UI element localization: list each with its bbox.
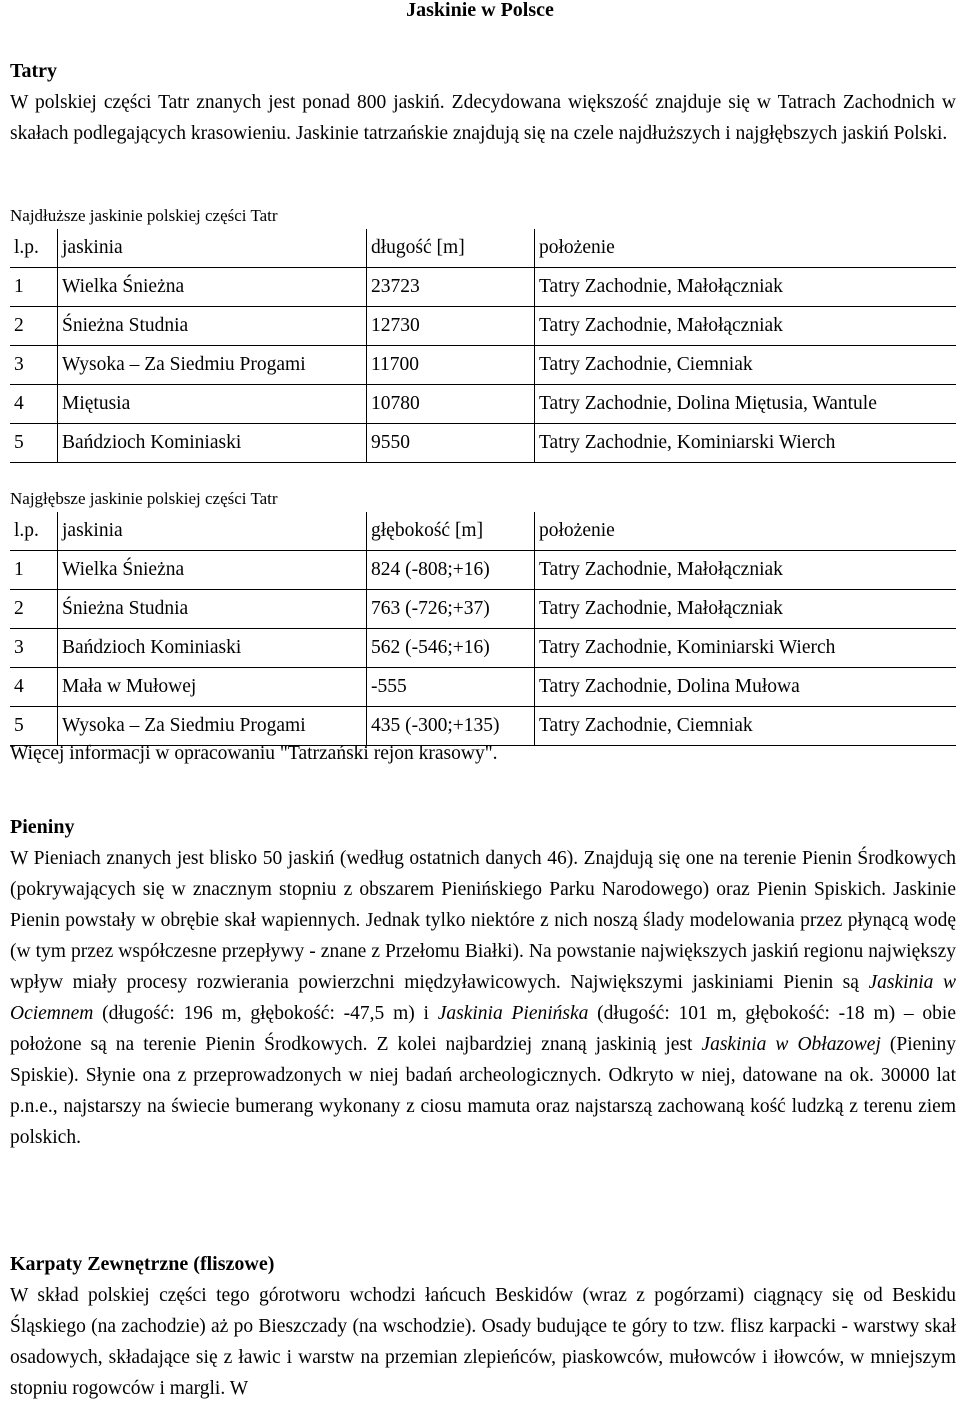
cave-name-pieninska: Jaskinia Pienińska	[437, 1003, 589, 1024]
cell-lp: 1	[10, 268, 58, 307]
table-row	[10, 668, 956, 707]
karpaty-paragraph: W skład polskiej części tego górotworu wchodzi łańcuch Beskidów (wraz z pogórzami) ciągnący się od Beskidu Śląskiego (na zachodzie) aż po Bieszczady (na wschodzie). Osady budujące te góry to tzw. flisz karpacki - warstwy skał osadowych, składające się z ławic i warstw na przemian zlepieńców, piaskowców, mułowców i iłowców, w mniejszym stopniu rogowców i margli. W	[10, 1285, 956, 1399]
cell-length: 9550	[367, 424, 535, 463]
cell-length: 12730	[367, 307, 535, 346]
cell-lp: 3	[10, 629, 58, 668]
longest-caves-caption: Najdłuższe jaskinie polskiej części Tatr	[10, 206, 278, 225]
heading-pieniny: Pieniny	[10, 816, 75, 838]
pieniny-text-2: (długość: 196 m, głębokość: -47,5 m) i	[93, 1003, 438, 1024]
pieniny-paragraph	[10, 843, 956, 1153]
cell-lp: 3	[10, 346, 58, 385]
cell-length: 11700	[367, 346, 535, 385]
section-tatry	[10, 56, 956, 149]
cell-cave: Bańdzioch Kominiaski	[58, 629, 367, 668]
table-header-row	[10, 229, 956, 268]
longest-caves-block	[10, 203, 956, 463]
longest-caves-table	[10, 229, 956, 463]
more-info-note: Więcej informacji w opracowaniu "Tatrzański rejon krasowy".	[10, 743, 498, 764]
cell-location: Tatry Zachodnie, Ciemniak	[535, 346, 957, 385]
cell-lp: 2	[10, 307, 58, 346]
deepest-caves-block	[10, 486, 956, 769]
cell-lp: 1	[10, 551, 58, 590]
cell-location: Tatry Zachodnie, Małołączniak	[535, 268, 957, 307]
cell-cave: Bańdzioch Kominiaski	[58, 424, 367, 463]
cell-depth: 824 (-808;+16)	[367, 551, 535, 590]
table-row	[10, 424, 956, 463]
table-row	[10, 268, 956, 307]
cell-location: Tatry Zachodnie, Kominiarski Wierch	[535, 629, 957, 668]
table-row	[10, 590, 956, 629]
header-cell: położenie	[535, 512, 957, 551]
cell-location: Tatry Zachodnie, Dolina Miętusia, Wantule	[535, 385, 957, 424]
cell-location: Tatry Zachodnie, Małołączniak	[535, 590, 957, 629]
table-row	[10, 629, 956, 668]
table-row	[10, 551, 956, 590]
section-karpaty	[10, 1249, 956, 1404]
cell-depth: 763 (-726;+37)	[367, 590, 535, 629]
cell-cave: Wysoka – Za Siedmiu Progami	[58, 346, 367, 385]
cell-cave: Wysoka – Za Siedmiu Progami	[58, 707, 367, 746]
header-cell: położenie	[535, 229, 957, 268]
header-cell: jaskinia	[58, 512, 367, 551]
cell-lp: 5	[10, 424, 58, 463]
cell-depth: -555	[367, 668, 535, 707]
table-row	[10, 385, 956, 424]
cell-depth: 435 (-300;+135)	[367, 707, 535, 746]
cave-name-oblazowa: Jaskinia w Obłazowej	[701, 1034, 881, 1055]
heading-tatry: Tatry	[10, 60, 58, 82]
cell-cave: Mała w Mułowej	[58, 668, 367, 707]
pieniny-text-3: (długość: 101 m, głębokość: -18 m) – obie położone są na terenie Pienin Środkowych. Z kolei najbardziej znaną jaskinią jest	[10, 1003, 956, 1055]
deepest-caves-table	[10, 512, 956, 746]
deepest-caves-caption: Najgłębsze jaskinie polskiej części Tatr	[10, 489, 278, 508]
document-title: Jaskinie w Polsce	[406, 0, 554, 21]
tatry-intro: W polskiej części Tatr znanych jest ponad 800 jaskiń. Zdecydowana większość znajduje się w Tatrach Zachodnich w skałach podlegających krasowieniu. Jaskinie tatrzańskie znajdują się na czele najdłuższych i najgłębszych jaskiń Polski.	[10, 92, 956, 144]
cell-location: Tatry Zachodnie, Dolina Mułowa	[535, 668, 957, 707]
pieniny-text-1: W Pieniach znanych jest blisko 50 jaskiń (według ostatnich danych 46). Znajdują się one na terenie Pienin Środkowych (pokrywających się w znacznym stopniu z obszarem Pienińskiego Parku Narodowego) oraz Pienin Spiskich. Jaskinie Pienin powstały w obrębie skał wapiennych. Jednak tylko niektóre z nich noszą ślady modelowania przez płynącą wodę (w tym przez współczesne przepływy - znane z Przełomu Białki). Na powstanie największych jaskiń regionu największy wpływ miały procesy rozwierania powierzchni międzyławicowych. Największymi jaskiniami Pienin są	[10, 848, 956, 993]
header-cell: głębokość [m]	[367, 512, 535, 551]
cell-cave: Miętusia	[58, 385, 367, 424]
cell-length: 10780	[367, 385, 535, 424]
header-cell: l.p.	[10, 512, 58, 551]
cell-cave: Śnieżna Studnia	[58, 590, 367, 629]
heading-karpaty: Karpaty Zewnętrzne (fliszowe)	[10, 1253, 275, 1275]
cell-location: Tatry Zachodnie, Małołączniak	[535, 307, 957, 346]
cell-lp: 4	[10, 385, 58, 424]
cell-cave: Wielka Śnieżna	[58, 551, 367, 590]
cell-depth: 562 (-546;+16)	[367, 629, 535, 668]
cell-location: Tatry Zachodnie, Małołączniak	[535, 551, 957, 590]
header-cell: jaskinia	[58, 229, 367, 268]
table-header-row	[10, 512, 956, 551]
cell-cave: Wielka Śnieżna	[58, 268, 367, 307]
table-row	[10, 346, 956, 385]
table-row	[10, 307, 956, 346]
cell-location: Tatry Zachodnie, Kominiarski Wierch	[535, 424, 957, 463]
cell-location: Tatry Zachodnie, Ciemniak	[535, 707, 957, 746]
cell-cave: Śnieżna Studnia	[58, 307, 367, 346]
cell-length: 23723	[367, 268, 535, 307]
cell-lp: 2	[10, 590, 58, 629]
pieniny-text-4: (Pieniny Spiskie). Słynie ona z przeprowadzonych w niej badań archeologicznych. Odkryto w niej, datowane na ok. 30000 lat p.n.e., najstarszy na świecie bumerang wykonany z ciosu mamuta oraz najstarszą zachowaną kość ludzką z terenu ziem polskich.	[10, 1034, 956, 1148]
cell-lp: 5	[10, 707, 58, 746]
section-pieniny	[10, 812, 956, 1153]
cave-name-ociemne: Jaskinia w Ociemnem	[10, 972, 956, 1024]
cell-lp: 4	[10, 668, 58, 707]
header-cell: długość [m]	[367, 229, 535, 268]
header-cell: l.p.	[10, 229, 58, 268]
